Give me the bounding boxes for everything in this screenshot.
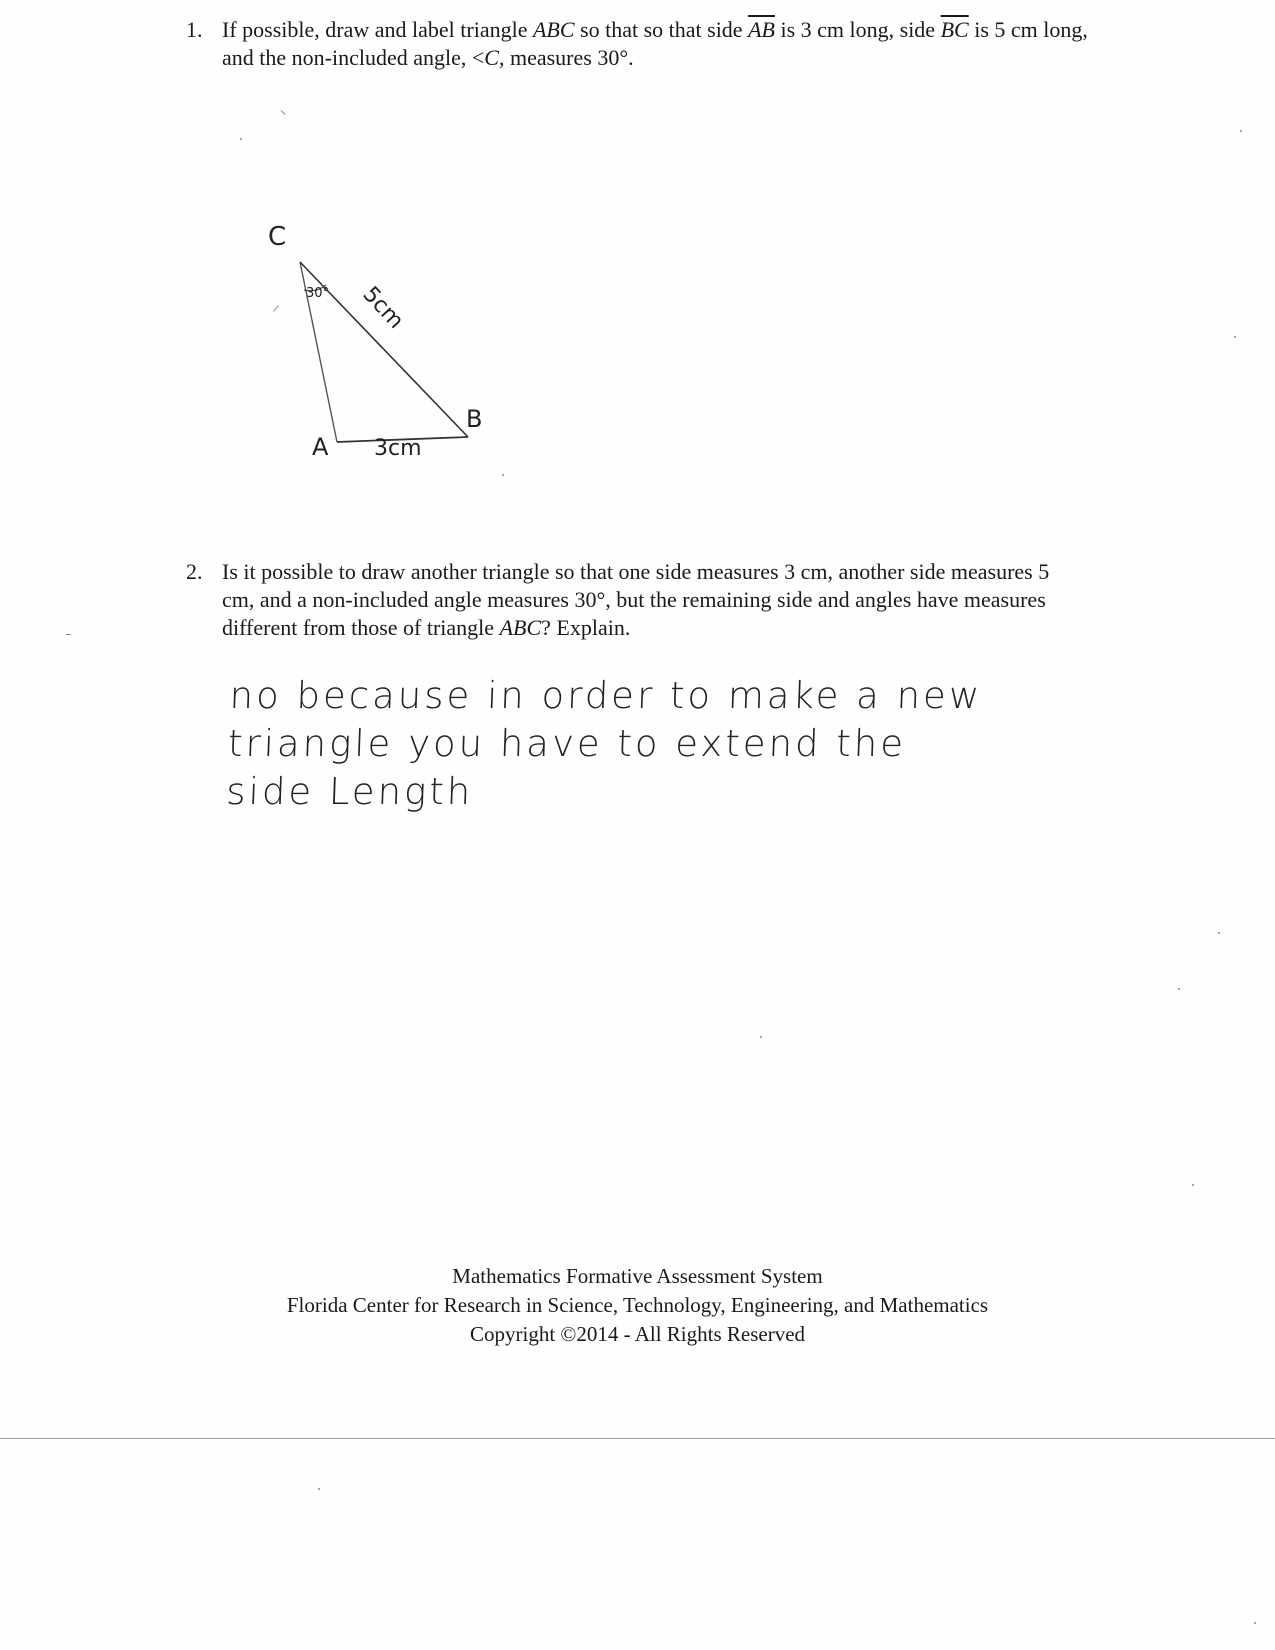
answer-line-1: no because in order to make a new [228, 674, 983, 717]
footer [0, 1262, 1275, 1349]
scan-speck [1218, 932, 1220, 934]
angle-label: 30° [306, 286, 330, 301]
vertex-a-label: A [312, 433, 329, 461]
scan-speck [1254, 1622, 1256, 1624]
answer-line-2: triangle you have to extend the [227, 722, 907, 765]
scan-speck [502, 474, 504, 476]
vertex-b-label: B [466, 405, 483, 433]
question-2-text: Is it possible to draw another triangle so that one side measures 3 cm, another side measures 5 cm, and a non-included angle measures 30°, but the remaining side and angles have measures different from those of triangle ABC? Explain. [222, 559, 1050, 640]
side-bc-label: 5cm [357, 282, 409, 334]
scan-speck [66, 634, 71, 635]
triangle-name: ABC [499, 615, 542, 640]
handwritten-answer [225, 672, 1030, 816]
vertex-c-label: C [268, 222, 287, 252]
footer-line-2: Florida Center for Research in Science, Technology, Engineering, and Mathematics [286, 1293, 989, 1317]
scan-speck [1192, 1184, 1194, 1186]
question-1-number: 1. [186, 17, 203, 42]
scan-speck [318, 1488, 320, 1490]
side-ab-label: 3cm [374, 436, 422, 461]
scan-speck [1234, 336, 1236, 338]
angle-c: C [484, 45, 499, 70]
question-1 [186, 16, 1116, 72]
scan-divider [0, 1438, 1275, 1439]
triangle-name: ABC [532, 17, 575, 42]
segment-bc: $\overline{BC}$ [940, 17, 969, 42]
scan-speck [1178, 988, 1180, 990]
scan-speck [760, 1036, 762, 1038]
question-1-text: If possible, draw and label triangle ABC so that so that side $\overline{AB}$ is 3 cm long, side $\overline{BC}$ is 5 cm long, and the non-included angle, <C, measures 30°. [222, 17, 1088, 70]
footer-line-1: Mathematics Formative Assessment System [452, 1264, 823, 1288]
scan-speck [240, 138, 242, 140]
segment-ab: $\overline{AB}$ [748, 17, 775, 42]
triangle-drawing [240, 215, 540, 505]
footer-line-3: Copyright ©2014 - All Rights Reserved [469, 1322, 806, 1346]
answer-line-3: side Length [225, 770, 474, 813]
question-2 [186, 558, 1066, 642]
scan-speck [281, 110, 286, 115]
question-2-number: 2. [186, 559, 203, 584]
scan-speck [1240, 130, 1242, 132]
